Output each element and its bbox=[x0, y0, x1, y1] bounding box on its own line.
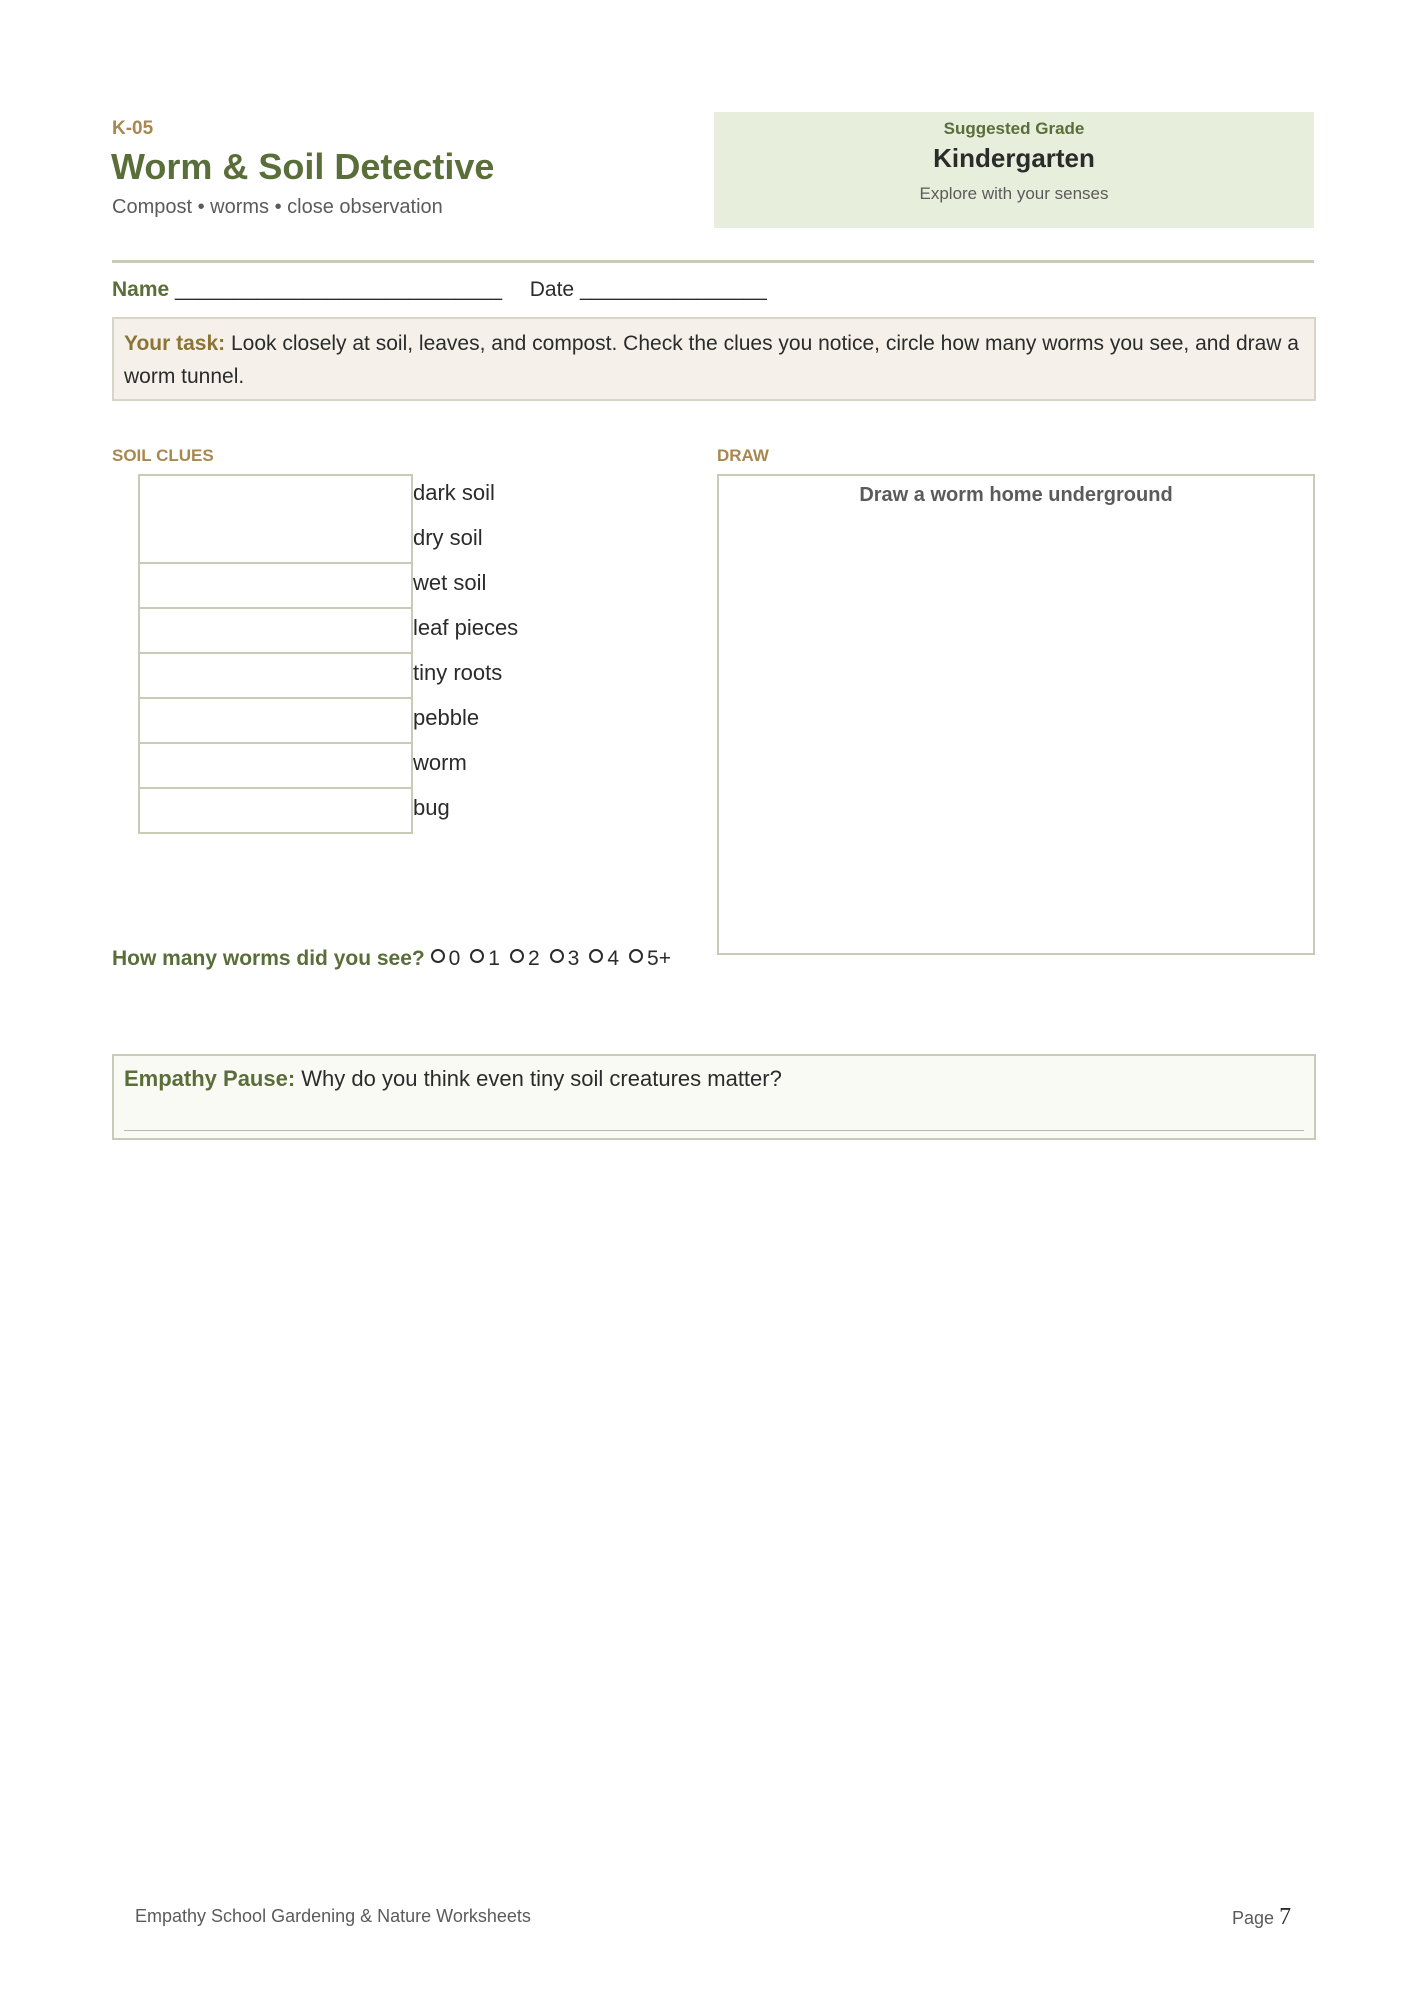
worm-option[interactable]: 4 bbox=[589, 944, 619, 974]
date-label: Date bbox=[529, 278, 575, 301]
radio-circle-icon bbox=[470, 949, 484, 963]
task-label: Your task: bbox=[124, 332, 226, 355]
clue-checkbox[interactable] bbox=[138, 564, 413, 609]
name-field[interactable]: ____________________________ bbox=[169, 278, 503, 301]
empathy-text: Why do you think even tiny soil creatures matter? bbox=[295, 1066, 782, 1091]
task-text: Look closely at soil, leaves, and compost. Check the clues you notice, circle how many worms you see, and draw a worm tunnel. bbox=[124, 332, 1299, 388]
empathy-question bbox=[124, 1066, 1304, 1092]
page-number-value: 7 bbox=[1279, 1904, 1292, 1930]
clue-label: dark soil bbox=[413, 480, 495, 505]
grade-note: Explore with your senses bbox=[919, 184, 1109, 203]
worm-option[interactable]: 1 bbox=[470, 944, 500, 974]
worm-option[interactable]: 5+ bbox=[629, 944, 671, 974]
clue-checkbox[interactable] bbox=[138, 654, 413, 699]
clue-label: leaf pieces bbox=[413, 615, 519, 640]
worksheet-code: K-05 bbox=[112, 118, 154, 139]
grade-panel bbox=[714, 112, 1314, 228]
name-label: Name bbox=[112, 278, 170, 301]
worm-option[interactable]: 0 bbox=[431, 944, 461, 974]
worm-option[interactable]: 3 bbox=[550, 944, 580, 974]
header-divider bbox=[112, 260, 1314, 263]
worm-option[interactable]: 2 bbox=[510, 944, 540, 974]
clue-checkbox[interactable] bbox=[138, 744, 413, 789]
empathy-pause-box bbox=[112, 1054, 1316, 1140]
draw-heading: DRAW bbox=[717, 446, 769, 465]
page-label: Page bbox=[1232, 1908, 1275, 1928]
radio-circle-icon bbox=[431, 949, 445, 963]
clue-checkbox[interactable] bbox=[138, 519, 413, 564]
clue-label: tiny roots bbox=[413, 660, 503, 685]
clue-checkbox[interactable] bbox=[138, 474, 413, 521]
clue-label: wet soil bbox=[413, 570, 487, 595]
radio-circle-icon bbox=[550, 949, 564, 963]
clue-checkbox[interactable] bbox=[138, 609, 413, 654]
footer-text: Empathy School Gardening & Nature Worksheets bbox=[135, 1906, 531, 1926]
draw-caption: Draw a worm home underground bbox=[859, 484, 1173, 506]
clue-checkbox[interactable] bbox=[138, 699, 413, 744]
grade-label: Suggested Grade bbox=[943, 119, 1085, 138]
clue-label: pebble bbox=[413, 705, 480, 730]
grade-value: Kindergarten bbox=[933, 143, 1095, 173]
clue-checkbox[interactable] bbox=[138, 789, 413, 834]
page-subtitle: Compost • worms • close observation bbox=[112, 196, 443, 218]
clue-label: bug bbox=[413, 795, 450, 820]
name-date-row bbox=[112, 278, 767, 302]
soil-clues-heading: SOIL CLUES bbox=[112, 446, 214, 465]
radio-circle-icon bbox=[589, 949, 603, 963]
date-field[interactable]: ________________ bbox=[574, 278, 767, 301]
drawing-area[interactable] bbox=[717, 474, 1315, 955]
radio-circle-icon bbox=[629, 949, 643, 963]
clue-label: dry soil bbox=[413, 525, 483, 550]
worm-count-question bbox=[112, 944, 712, 974]
task-box bbox=[112, 317, 1316, 401]
page-number bbox=[1232, 1904, 1291, 1931]
clue-label: worm bbox=[413, 750, 467, 775]
radio-circle-icon bbox=[510, 949, 524, 963]
page-title: Worm & Soil Detective bbox=[111, 146, 495, 187]
worm-count-label: How many worms did you see? bbox=[112, 947, 425, 970]
empathy-label: Empathy Pause: bbox=[124, 1066, 296, 1091]
answer-line[interactable] bbox=[124, 1130, 1304, 1131]
